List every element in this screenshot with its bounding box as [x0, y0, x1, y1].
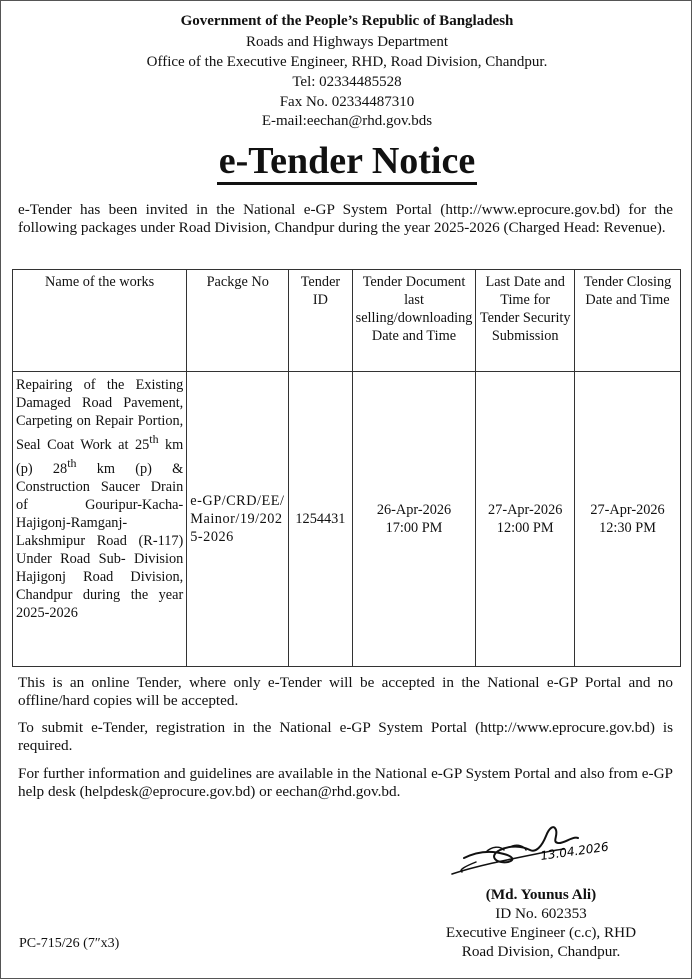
tender-table [12, 269, 681, 667]
telephone-line: Tel: 02334485528 [292, 74, 402, 90]
cell-closing-date [575, 372, 681, 667]
notice-title-text: e-Tender Notice [217, 140, 477, 185]
work-text-part-1: Repairing of the Existing Damaged Road Pavement, Carpeting on Repair Portion, Seal Coat Work at 25 [16, 377, 184, 453]
cell-security-date [476, 372, 575, 667]
header-tender-id: Tender ID [289, 270, 352, 372]
work-superscript-1: th [149, 432, 159, 446]
cell-tender-id: 1254431 [289, 372, 352, 667]
work-text-part-2: km (p) 28 [16, 436, 184, 477]
document-date: 26-Apr-2026 [376, 502, 452, 518]
closing-date: 27-Apr-2026 [590, 502, 665, 518]
cell-package-no: e-GP/CRD/EE/Mainor/19/2025-2026 [187, 372, 289, 667]
intro-paragraph: e-Tender has been invited in the National e-GP System Portal (http://www.eprocure.gov.bd) for the following packages under Road Division, Chandpur during the year 2025-2026 (Charged Head: Revenue). [18, 201, 673, 236]
closing-time: 12:30 PM [599, 520, 656, 536]
security-time: 12:00 PM [496, 520, 554, 536]
government-heading: Government of the People’s Republic of Bangladesh [180, 13, 514, 29]
fax-line: Fax No. 02334487310 [279, 94, 415, 110]
department-line: Roads and Highways Department [245, 34, 449, 50]
header-security-date: Last Date and Time for Tender Security Submission [476, 270, 575, 372]
signatory-division: Road Division, Chandpur. [461, 943, 621, 960]
security-date: 27-Apr-2026 [488, 502, 563, 518]
work-text-part-3: km (p) & Construction Saucer Drain of Gouripur-Kacha- Hajigonj-Ramganj-Lakshmipur Road (R-117) Under Road Sub- Division Hajigonj Road Division, Chandpur during the year 2025-2026 [16, 460, 184, 621]
cell-work-description [13, 372, 187, 667]
signatory-id: ID No. 602353 [495, 905, 587, 922]
notice-title [1, 139, 692, 183]
work-superscript-2: th [67, 455, 77, 470]
handwritten-signature [446, 816, 626, 884]
office-line: Office of the Executive Engineer, RHD, Road Division, Chandpur. [146, 54, 548, 70]
table-header-row [13, 270, 681, 372]
signatory-designation: Executive Engineer (c.c), RHD [445, 924, 637, 941]
document-time: 17:00 PM [385, 520, 443, 536]
table-row [13, 372, 681, 667]
note-helpdesk: For further information and guidelines are available in the National e-GP System Portal and also from e-GP help desk (helpdesk@eprocure.gov.bd) or eechan@rhd.gov.bd. [18, 765, 673, 800]
signatory-name: (Md. Younus Ali) [485, 886, 597, 903]
header-closing-date: Tender Closing Date and Time [575, 270, 681, 372]
signature-date: 13.04.2026 [539, 839, 610, 863]
header-package-no: Packge No [187, 270, 289, 372]
footer-code: PC-715/26 (7″x3) [19, 936, 120, 951]
email-line: E-mail:eechan@rhd.gov.bds [261, 113, 433, 129]
note-registration: To submit e-Tender, registration in the National e-GP System Portal (http://www.eprocure.gov.bd) is required. [18, 719, 673, 754]
note-online-tender: This is an online Tender, where only e-Tender will be accepted in the National e-GP Portal and no offline/hard copies will be accepted. [18, 674, 673, 709]
header-name-of-works: Name of the works [13, 270, 187, 372]
cell-document-date [352, 372, 476, 667]
header-document-date: Tender Document last selling/downloading Date and Time [352, 270, 476, 372]
